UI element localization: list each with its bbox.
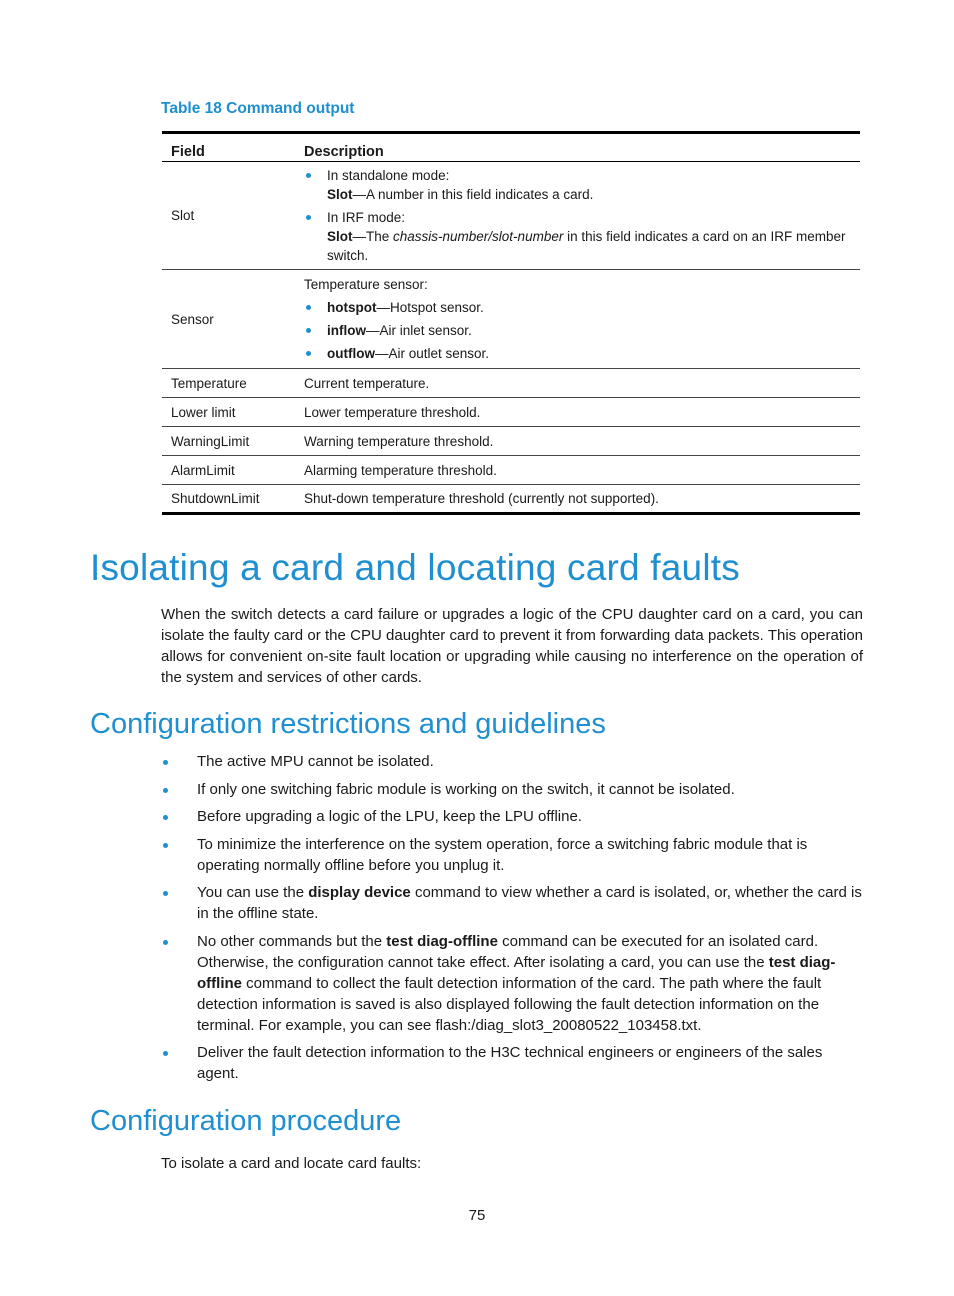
term-desc: in this field indicates a card on an IRF member switch.: [327, 229, 846, 263]
procedure-text: To isolate a card and locate card faults:: [161, 1155, 422, 1172]
command: display device: [308, 884, 411, 901]
field-cell: AlarmLimit: [162, 456, 295, 485]
list-item: [304, 298, 851, 317]
list-item: [161, 882, 866, 924]
italic-arg: chassis-number/slot-number: [393, 229, 564, 244]
term-desc: —Hotspot sensor.: [376, 300, 484, 315]
desc-cell: Lower temperature threshold.: [295, 398, 860, 427]
irf-label: In IRF mode:: [327, 210, 406, 225]
command-output-table: [162, 131, 860, 515]
list-item: Deliver the fault detection information to the H3C technical engineers or engineers of the sales agent.: [161, 1042, 866, 1084]
list-item: [304, 344, 851, 363]
restrictions-list: [161, 751, 866, 1091]
text: You can use the: [197, 884, 309, 901]
table-row: [162, 162, 860, 270]
term-desc: —Air outlet sensor.: [374, 346, 490, 361]
list-item: [304, 321, 851, 340]
field-cell: Lower limit: [162, 398, 295, 427]
page-number: 75: [468, 1207, 486, 1224]
table-row: [162, 270, 860, 369]
procedure-title: Configuration procedure: [90, 1105, 402, 1137]
term-desc: —Air inlet sensor.: [366, 323, 472, 338]
table-row: [162, 369, 860, 398]
list-item: [161, 931, 866, 1036]
term: outflow: [327, 346, 375, 361]
field-cell: ShutdownLimit: [162, 485, 295, 514]
text: command to view whether a card is isolated, or, whether the card is in the offline state.: [197, 884, 862, 922]
term-desc: —The: [352, 229, 394, 244]
section-title: Isolating a card and locating card faults: [90, 547, 740, 588]
restrictions-title: Configuration restrictions and guidelines: [90, 708, 606, 740]
table-row: [162, 485, 860, 514]
text: command can be executed for an isolated card. Otherwise, the configuration cannot take effect. After isolating a card, you can use the: [197, 932, 819, 971]
desc-cell: Alarming temperature threshold.: [295, 456, 860, 485]
desc-slot: [295, 162, 860, 270]
sensor-intro: Temperature sensor:: [304, 277, 428, 292]
table-caption: Table 18 Command output: [161, 100, 355, 117]
command: test diag-offline: [386, 932, 498, 950]
header-field: Field: [162, 133, 295, 162]
list-item: To minimize the interference on the system operation, force a switching fabric module that is operating normally offline before you unplug it.: [161, 834, 866, 876]
field-cell: Temperature: [162, 369, 295, 398]
table-row: [162, 398, 860, 427]
field-cell: WarningLimit: [162, 427, 295, 456]
table-row: [162, 456, 860, 485]
field-sensor: Sensor: [162, 270, 295, 369]
field-slot: Slot: [171, 208, 195, 223]
term: hotspot: [327, 300, 377, 315]
text: No other commands but the: [197, 932, 387, 950]
list-item: Before upgrading a logic of the LPU, keep the LPU offline.: [161, 806, 866, 827]
term: Slot: [327, 229, 353, 244]
term: inflow: [327, 323, 366, 338]
desc-cell: Warning temperature threshold.: [295, 427, 860, 456]
list-item: If only one switching fabric module is working on the switch, it cannot be isolated.: [161, 779, 866, 800]
term: Slot: [327, 187, 353, 202]
header-description: Description: [295, 133, 860, 162]
term-desc: —A number in this field indicates a card.: [352, 187, 594, 202]
command: test diag-offline: [197, 953, 836, 992]
table-row: [162, 427, 860, 456]
standalone-label: In standalone mode:: [327, 168, 450, 183]
desc-sensor: [295, 270, 860, 369]
list-item: [304, 208, 851, 265]
text: command to collect the fault detection information of the card. The path where the fault detection information is saved is also displayed following the fault detection information on the terminal. For example, you can see flash:/diag_slot3_20080522_103458.txt.: [197, 974, 822, 1034]
list-item: [304, 166, 851, 204]
desc-cell: Current temperature.: [295, 369, 860, 398]
list-item: The active MPU cannot be isolated.: [161, 751, 866, 772]
section-intro: When the switch detects a card failure or upgrades a logic of the CPU daughter card on a card, you can isolate the faulty card or the CPU daughter card to prevent it from forwarding data packets. This operation allows for convenient on-site fault location or upgrading while causing no interference on the operation of the system and services of other cards.: [161, 606, 863, 686]
desc-cell: Shut-down temperature threshold (currently not supported).: [295, 485, 860, 514]
